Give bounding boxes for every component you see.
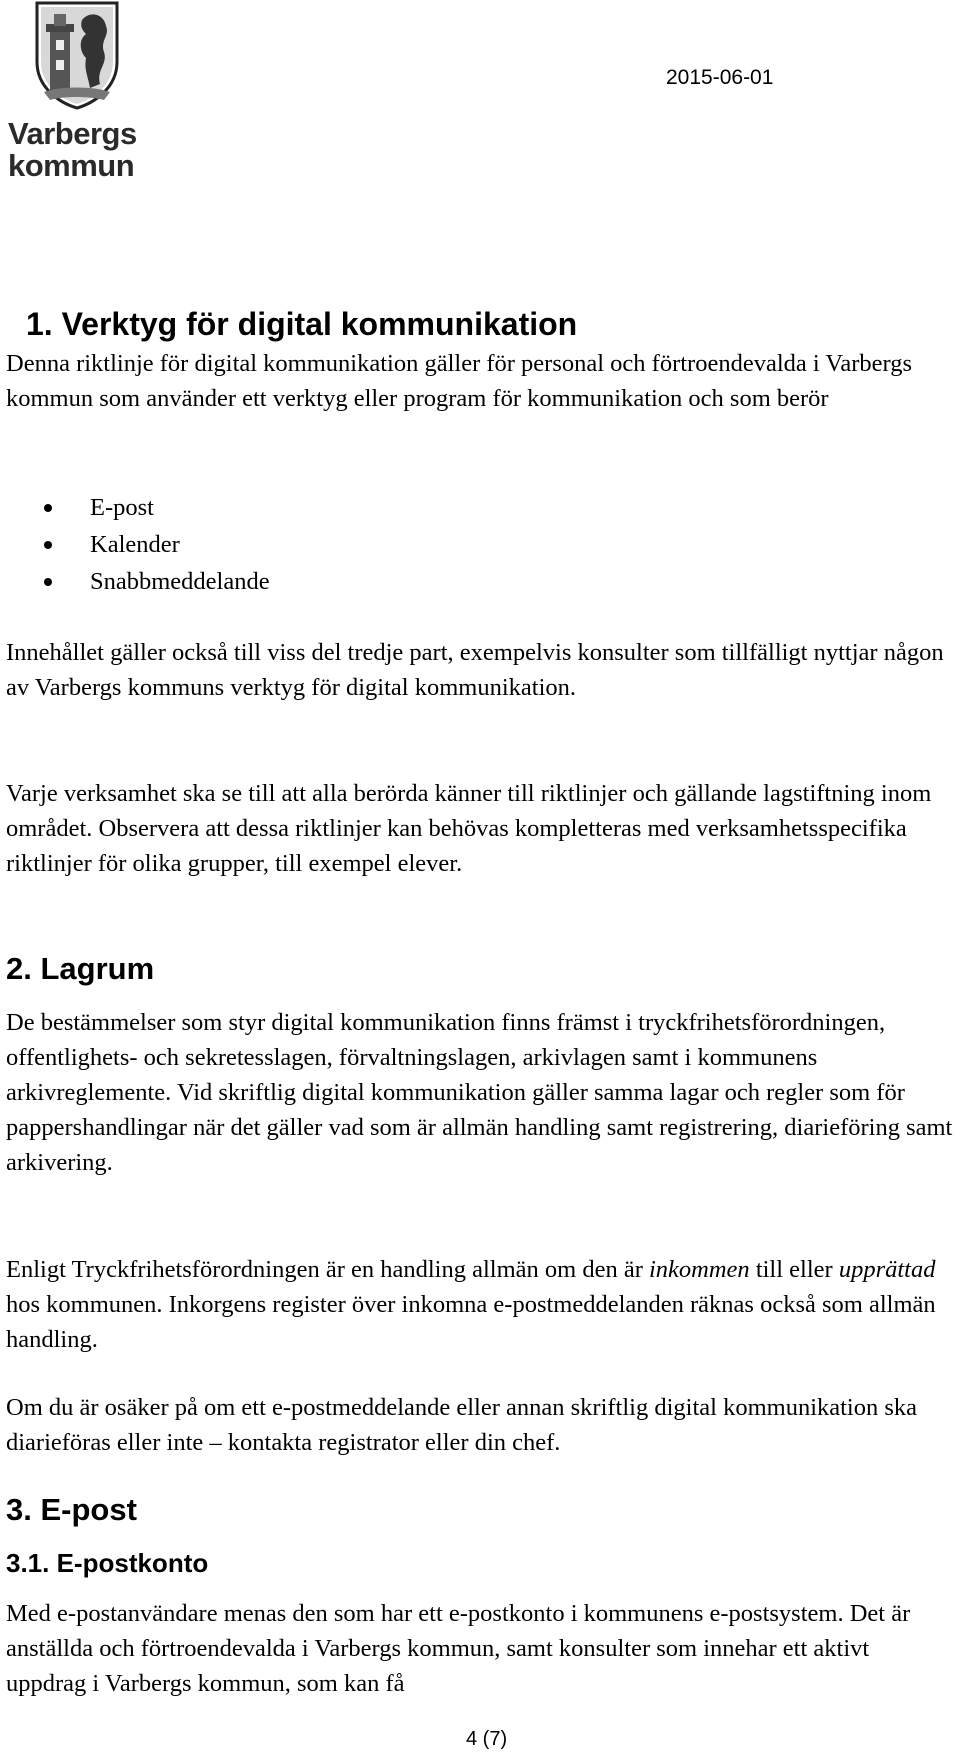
bullet-icon xyxy=(44,578,52,586)
section1-heading: 1. Verktyg för digital kommunikation xyxy=(26,306,578,342)
section2-paragraph-1: De bestämmelser som styr digital kommunikation finns främst i tryckfrihetsförordningen, offentlighets- och sekretesslagen, förvaltningslagen, arkivlagen samt i kommunens arkivreglemente. Vid skriftlig digital kommunikation gäller samma lagar och regler som för pappershandlingar när det gäller vad som är allmän handling samt registrering, diarieföring samt arkivering. xyxy=(6,1009,953,1176)
text-run: till eller xyxy=(749,1256,839,1283)
bullet-icon xyxy=(44,541,52,549)
varbergs-kommun-logo xyxy=(8,0,148,185)
section2-paragraph-3: Om du är osäker på om ett e-postmeddelande eller annan skriftlig digital kommunikation ska diarieföras eller inte – kontakta registrator eller din chef. xyxy=(6,1394,918,1456)
logo-line2: kommun xyxy=(8,148,135,183)
logo-text xyxy=(8,118,137,182)
list-item xyxy=(6,563,270,600)
logo-line1: Varbergs xyxy=(8,116,137,151)
section1-paragraph-3: Varje verksamhet ska se till att alla berörda känner till riktlinjer och gällande lagstiftning inom området. Observera att dessa riktlinjer kan behövas kompletteras med verksamhetsspecifika riktlinjer för olika grupper, till exempel elever. xyxy=(6,780,932,877)
page-number: 4 (7) xyxy=(466,1728,508,1750)
bullet-list xyxy=(6,489,270,600)
section1-intro: Denna riktlinje för digital kommunikation gäller för personal och förtroendevalda i Varbergs kommun som använder ett verktyg eller program för kommunikation och som berör xyxy=(6,350,913,412)
list-item xyxy=(6,489,270,526)
emphasis-upprattad: upprättad xyxy=(838,1256,936,1283)
text-run: hos kommunen. Inkorgens register över inkomna e-postmeddelanden räknas också som allmän handling. xyxy=(6,1291,936,1353)
list-item xyxy=(6,526,270,563)
list-item-label: E-post xyxy=(90,494,154,521)
section1-paragraph-2: Innehållet gäller också till viss del tredje part, exempelvis konsulter som tillfälligt nyttjar någon av Varbergs kommuns verktyg för digital kommunikation. xyxy=(6,639,944,701)
coat-of-arms-icon xyxy=(34,0,120,110)
text-run: Enligt Tryckfrihetsförordningen är en handling allmän om den är xyxy=(6,1256,649,1283)
document-date: 2015-06-01 xyxy=(666,66,774,89)
bullet-icon xyxy=(44,504,52,512)
list-item-label: Snabbmeddelande xyxy=(90,568,270,595)
section2-paragraph-2 xyxy=(6,1252,954,1357)
section3-1-heading: 3.1. E-postkonto xyxy=(6,1548,209,1578)
section3-heading: 3. E-post xyxy=(6,1492,137,1527)
list-item-label: Kalender xyxy=(90,531,180,558)
section3-paragraph-1: Med e-postanvändare menas den som har ett e-postkonto i kommunens e-postsystem. Det är anställda och förtroendevalda i Varbergs kommun, samt konsulter som innehar ett aktivt uppdrag i Varbergs kommun, som kan få xyxy=(6,1600,911,1697)
section2-heading: 2. Lagrum xyxy=(6,951,155,986)
emphasis-inkommen: inkommen xyxy=(648,1256,750,1283)
